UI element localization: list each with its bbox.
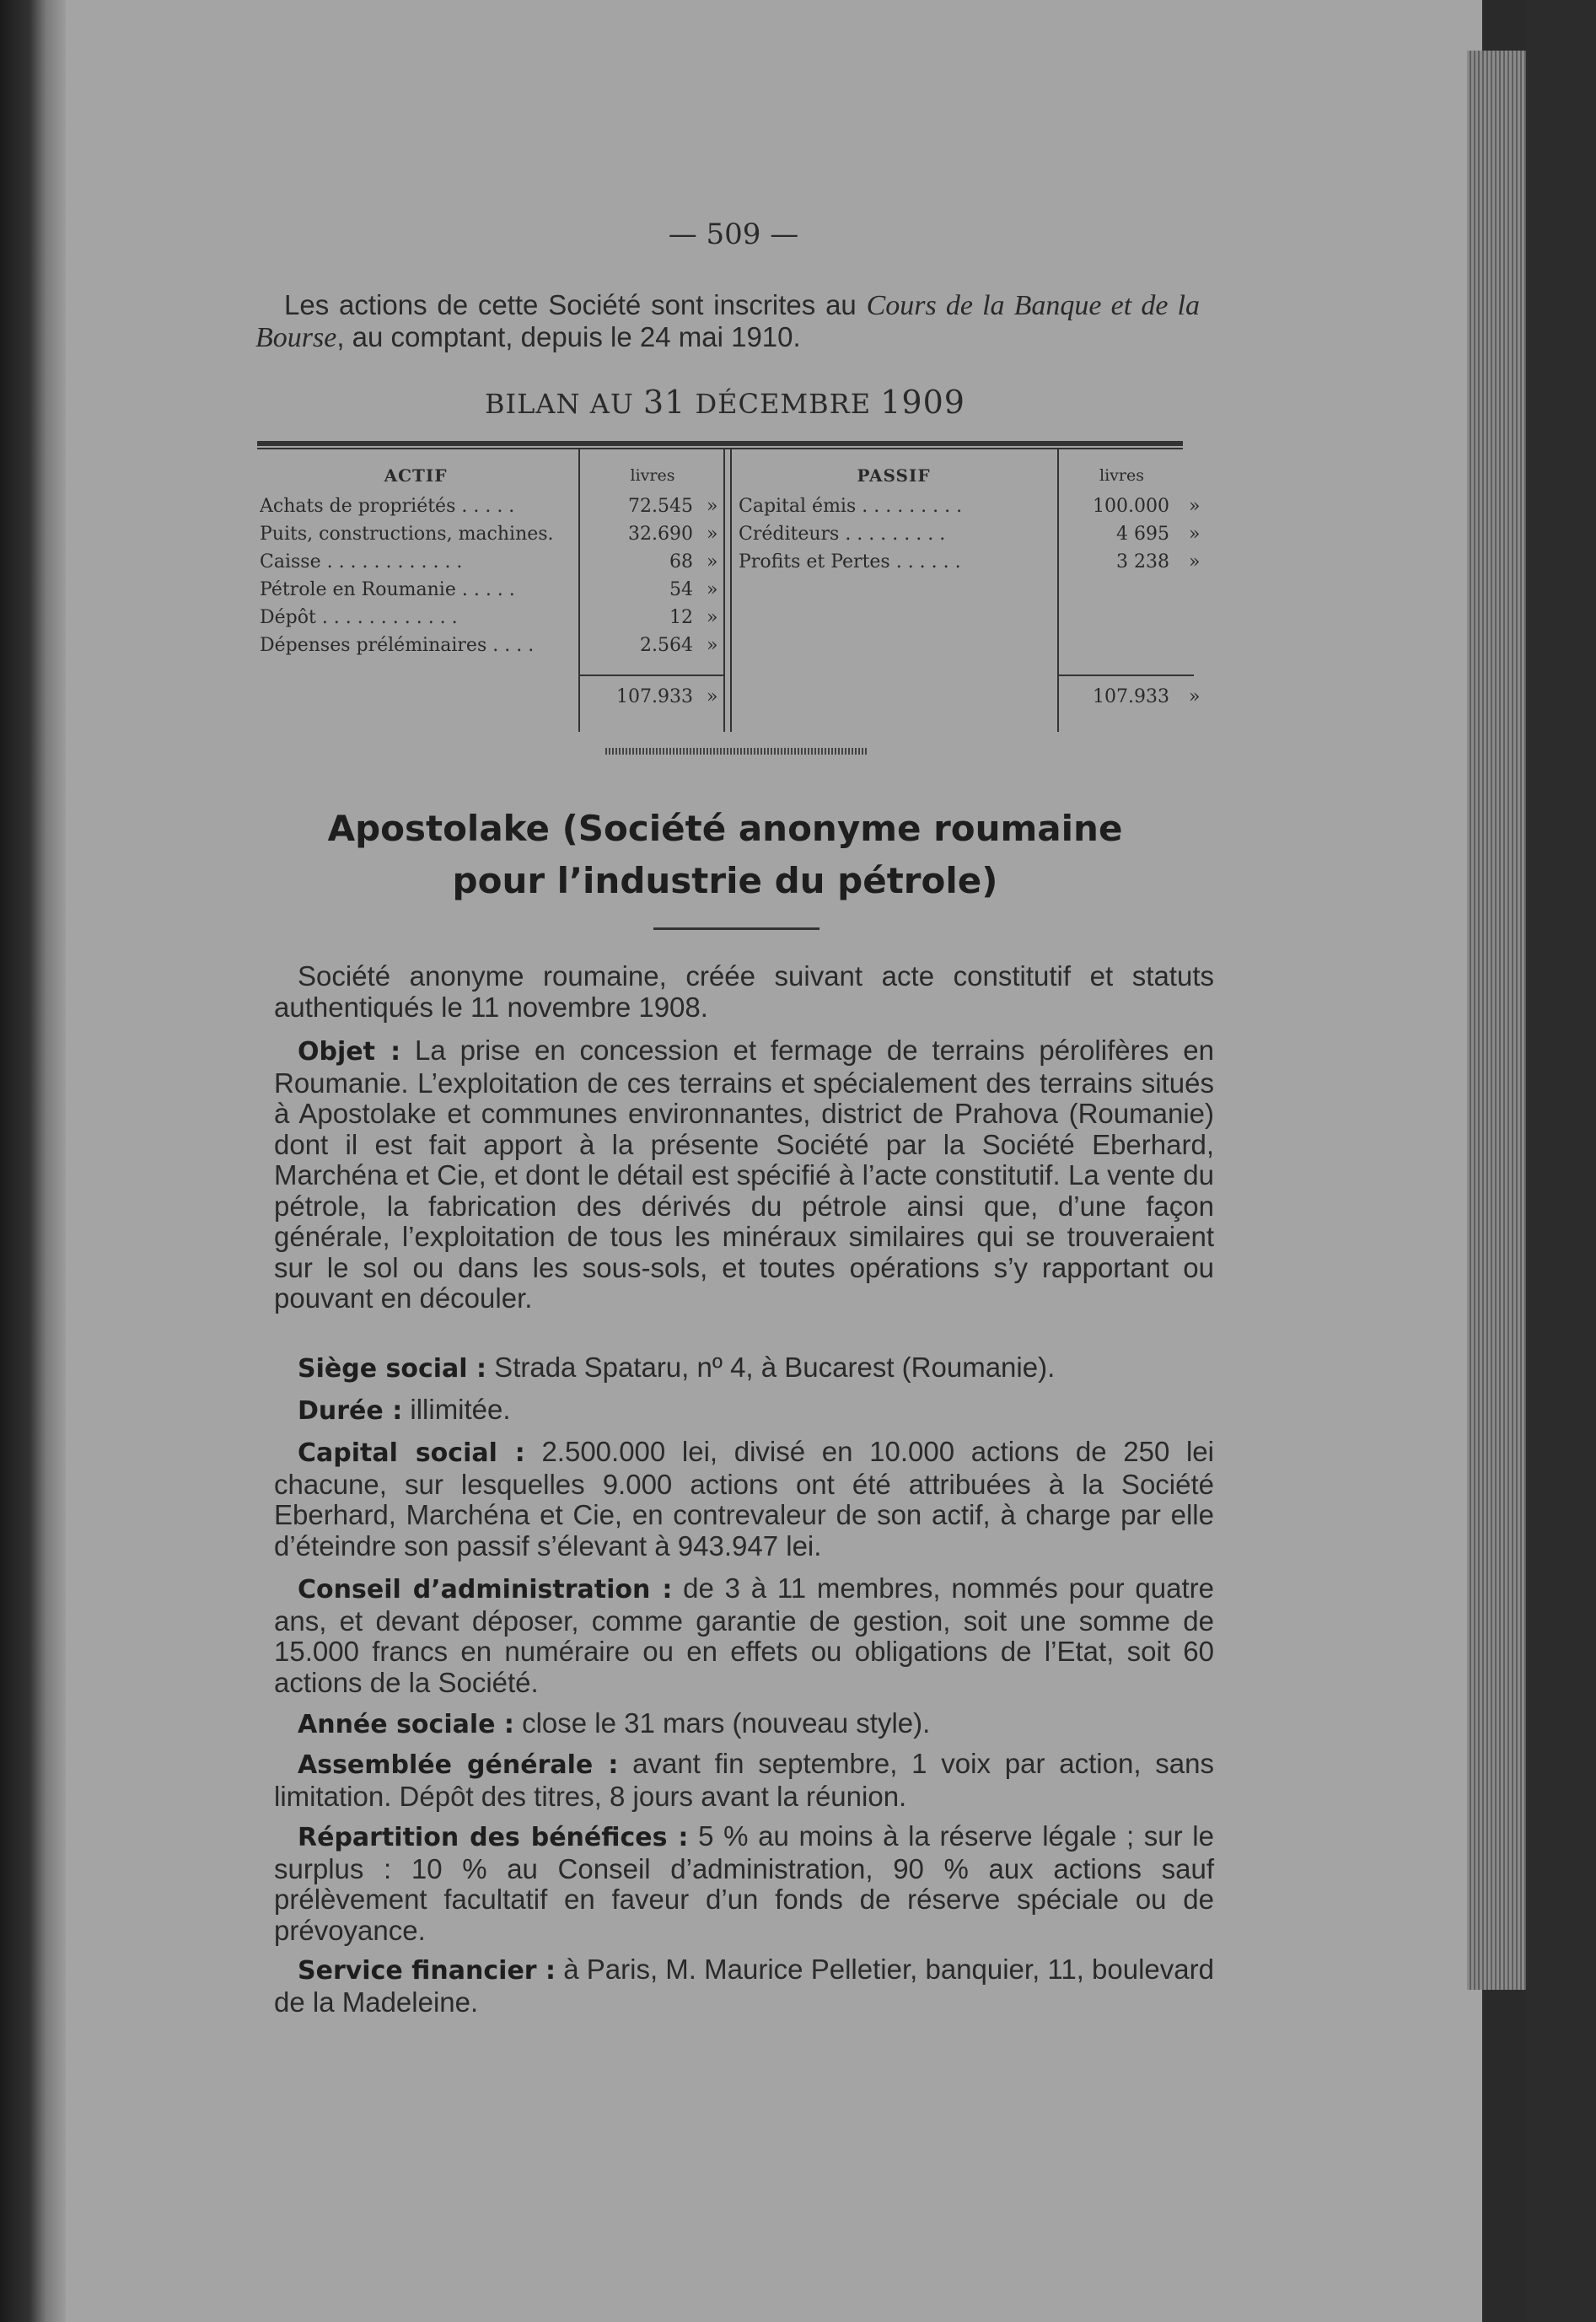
actif-label: Pétrole en Roumanie . . . . . <box>260 579 515 600</box>
company-heading-line2: pour l’industrie du pétrole) <box>452 860 998 901</box>
table-divider <box>730 449 732 732</box>
passif-label: Créditeurs . . . . . . . . . <box>739 524 946 545</box>
paragraph-label: Assemblée générale : <box>298 1750 619 1780</box>
actif-value: 72.545 <box>628 496 693 517</box>
section-separator <box>605 748 867 755</box>
actif-total: 107.933 <box>616 686 693 707</box>
paragraph-assemblee: Assemblée générale : avant fin septembre, 1 voix par action, sans limitation. Dépôt des titres, 8 jours avant la réunion. <box>274 1748 1214 1812</box>
table-divider <box>723 449 725 732</box>
page-number: — 509 — <box>668 218 799 251</box>
passif-total-rule <box>1059 675 1194 676</box>
paragraph-label: Siège social : <box>298 1354 487 1384</box>
intro-paragraph: Les actions de cette Société sont inscrites au Cours de la Banque et de la Bourse, au comptant, depuis le 24 mai 1910. <box>255 289 1200 353</box>
actif-total-mark: » <box>707 686 718 707</box>
passif-value: 100.000 <box>1093 496 1169 517</box>
paragraph-label: Service financier : <box>298 1956 556 1986</box>
actif-marks <box>707 492 722 659</box>
passif-unit-header: livres <box>1099 466 1144 485</box>
actif-value: 68 <box>669 551 693 572</box>
actif-labels <box>260 492 578 659</box>
passif-label: Profits et Pertes . . . . . . <box>739 551 961 572</box>
paragraph-label: Durée : <box>298 1396 403 1426</box>
paragraph-label: Objet : <box>298 1037 401 1067</box>
actif-total-rule <box>580 675 723 676</box>
passif-total: 107.933 <box>1093 686 1169 707</box>
passif-value: 4 695 <box>1116 524 1169 545</box>
actif-value: 54 <box>669 579 693 600</box>
table-top-rule <box>257 441 1183 446</box>
actif-mark: » <box>707 551 718 572</box>
passif-value: 3 238 <box>1116 551 1169 572</box>
actif-label: Achats de propriétés . . . . . <box>260 496 515 517</box>
table-divider <box>578 449 580 732</box>
passif-mark: » <box>1189 551 1201 572</box>
paragraph-label: Année sociale : <box>298 1710 514 1739</box>
actif-label: Dépenses préléminaires . . . . <box>260 635 535 656</box>
passif-mark: » <box>1189 496 1201 517</box>
passif-header: PASSIF <box>857 465 931 486</box>
passif-mark: » <box>1189 524 1201 545</box>
page-edges-right <box>1467 51 1526 1990</box>
actif-label: Dépôt . . . . . . . . . . . . <box>260 607 458 628</box>
passif-marks <box>1189 492 1204 576</box>
paragraph-conseil: Conseil d’administration : de 3 à 11 membres, nommés pour quatre ans, et devant déposer, comme garantie de gestion, soit une somme de 15.000 francs en numéraire ou en effets ou obligations de l’Etat, soit 60 actions de la Société. <box>274 1572 1214 1698</box>
bilan-title: BILAN AU 31 DÉCEMBRE 1909 <box>485 384 965 421</box>
passif-values <box>1064 492 1169 576</box>
paragraph-label: Conseil d’administration : <box>298 1575 673 1604</box>
heading-rule <box>653 927 819 930</box>
paragraph-capital: Capital social : 2.500.000 lei, divisé en 10.000 actions de 250 lei chacune, sur lesquelles 9.000 actions ont été attribuées à la Société Eberhard, Marchéna et Cie, en contrevaleur de son actif, à charge par elle d’éteindre son passif s’élevant à 943.947 lei. <box>274 1436 1214 1561</box>
paragraph-service: Service financier : à Paris, M. Maurice Pelletier, banquier, 11, boulevard de la Madeleine. <box>274 1954 1214 2018</box>
actif-value: 2.564 <box>640 635 693 656</box>
actif-mark: » <box>707 579 718 600</box>
actif-mark: » <box>707 607 718 628</box>
paragraph-label: Capital social : <box>298 1438 525 1468</box>
table-top-rule-thin <box>257 448 1183 449</box>
passif-total-mark: » <box>1189 686 1201 707</box>
actif-value: 32.690 <box>628 524 693 545</box>
paragraph-objet: Objet : La prise en concession et fermage de terrains pérolifères en Roumanie. L’exploitation de ces terrains et spécialement des terrains situés à Apostolake et communes environnantes, district de Prahova (Roumanie) dont il est fait apport à la présente Société par la Société Eberhard, Marchéna et Cie, et dont le détail est spécifié à l’acte constitutif. La vente du pétrole, la fabrication des dérivés du pétrole ainsi que, d’une façon générale, l’exploitation de tous les minéraux similaires qui se trouveraient sur le sol ou dans les sous-sols, et toutes opérations s’y rapportant ou pouvant en découler. <box>274 1035 1215 1314</box>
paragraph-repartition: Répartition des bénéfices : 5 % au moins à la réserve légale ; sur le surplus : 10 % au Conseil d’administration, 90 % aux actions sauf prélèvement facultatif en faveur d’un fonds de réserve spéciale ou de prévoyance. <box>274 1820 1214 1946</box>
passif-labels <box>739 492 1054 576</box>
paragraph-intro: Société anonyme roumaine, créée suivant acte constitutif et statuts authentiqués le 11 novembre 1908. <box>274 960 1214 1023</box>
table-divider <box>1057 449 1059 732</box>
actif-value: 12 <box>669 607 693 628</box>
book-cover-right <box>1526 0 1596 2322</box>
passif-label: Capital émis . . . . . . . . . <box>739 496 963 517</box>
paragraph-label: Répartition des bénéfices : <box>298 1823 689 1852</box>
paragraph-annee: Année sociale : close le 31 mars (nouveau style). <box>298 1707 931 1739</box>
company-heading-line1: Apostolake (Société anonyme roumaine <box>327 808 1123 849</box>
paragraph-duree: Durée : illimitée. <box>298 1394 511 1426</box>
book-binding-left <box>0 0 66 2322</box>
actif-header: ACTIF <box>384 465 448 486</box>
actif-mark: » <box>707 524 718 545</box>
actif-values <box>583 492 693 659</box>
actif-unit-header: livres <box>630 466 675 485</box>
intro-italic: Cours de la Banque et de la Bourse <box>255 290 1200 353</box>
actif-label: Puits, constructions, machines. <box>260 524 554 545</box>
actif-mark: » <box>707 496 718 517</box>
actif-mark: » <box>707 635 718 656</box>
actif-label: Caisse . . . . . . . . . . . . <box>260 551 463 572</box>
paragraph-siege: Siège social : Strada Spataru, nº 4, à Bucarest (Roumanie). <box>298 1352 1056 1384</box>
